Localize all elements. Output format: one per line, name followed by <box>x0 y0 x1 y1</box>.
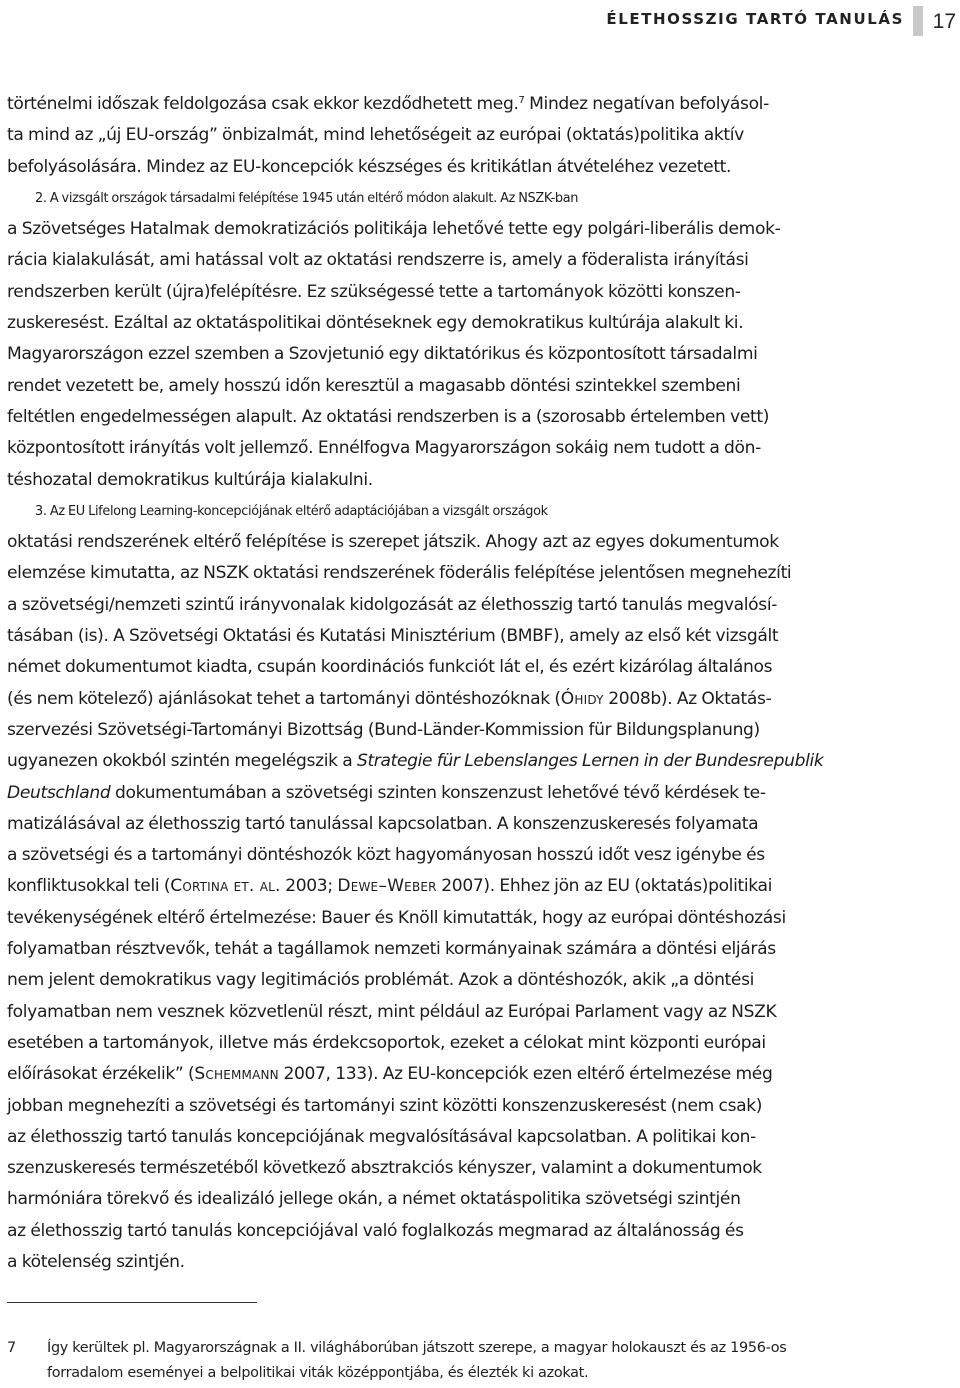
text-line: a Szövetséges Hatalmak demokratizációs politikája lehetővé tette egy polgári-liberális demok- <box>7 219 781 240</box>
document-title: Strategie für Lebenslanges Lernen in der Bundesrepublik <box>356 751 824 772</box>
text-line: ta mind az „új EU-ország” önbizalmát, mind lehetőségeit az európai (oktatás)politika aktív <box>7 125 744 146</box>
text-line: központosított irányítás volt jellemző. Ennélfogva Magyarországon sokáig nem tudott a dön- <box>7 438 761 459</box>
text-line: tevékenységének eltérő értelmezése: Bauer és Knöll kimutatták, hogy az európai döntéshozási <box>7 907 786 928</box>
text-line <box>7 871 923 902</box>
footnote-line: forradalom eseményei a belpolitikai viták középpontjába, és élezték ki azokat. <box>47 1365 589 1381</box>
text-segment: dokumentumában a szövetségi szinten konszenzust lehetővé tévő kérdések te- <box>110 782 766 803</box>
running-header <box>0 6 960 40</box>
page-number: 17 <box>932 10 956 33</box>
text-segment: ugyanezen okokból szintén megelégszik a <box>7 751 357 772</box>
footnote-line: Így kerültek pl. Magyarországnak a II. világháborúban játszott szerepe, a magyar holokauszt és az 1956-os <box>47 1340 787 1356</box>
text-line: harmóniára törekvő és idealizáló jellege okán, a német oktatáspolitika szövetségi szintjén <box>7 1189 741 1210</box>
text-line: rendszerben került (újra)felépítésre. Ez szükségessé tette a tartományok közötti konszen- <box>7 281 741 302</box>
text-line <box>7 684 923 715</box>
text-segment: (és nem kötelező) ajánlásokat tehet a tartományi döntéshozóknak ( <box>7 688 561 709</box>
text-line: tásában (is). A Szövetségi Oktatási és Kutatási Minisztérium (BMBF), amely az első két vizsgált <box>7 626 779 647</box>
text-line: jobban megnehezíti a szövetségi és tartományi szint közötti konszenzuskeresést (nem csak) <box>7 1095 763 1116</box>
footnote-text <box>47 1336 927 1386</box>
text-line: a kötelenség szintjén. <box>7 1251 185 1272</box>
header-divider <box>913 6 923 36</box>
text-segment: előírásokat érzékelik” ( <box>7 1064 195 1085</box>
text-line: téshozatal demokratikus kultúrája kialakulni. <box>7 469 373 490</box>
text-line: Magyarországon ezzel szemben a Szovjetunió egy diktatórikus és központosított társadalmi <box>7 344 758 365</box>
text-line: nem jelent demokratikus vagy legitimációs problémát. Azok a döntéshozók, akik „a döntési <box>7 970 755 991</box>
text-segment: 2003; <box>280 876 338 897</box>
text-line: az élethosszig tartó tanulás koncepciójával való foglalkozás megmarad az általánosság és <box>7 1220 744 1241</box>
text-line: szervezési Szövetségi-Tartományi Bizottság (Bund-Länder-Kommission für Bildungsplanung) <box>7 719 760 740</box>
citation-author: Dewe–Weber <box>337 876 437 897</box>
text-line: 2. A vizsgált országok társadalmi felépítése 1945 után eltérő módon alakult. Az NSZK-ban <box>35 190 579 206</box>
text-segment: konfliktusokkal teli ( <box>7 876 171 897</box>
text-line <box>7 1059 923 1090</box>
text-line <box>7 778 923 809</box>
text-line: zuskeresést. Ezáltal az oktatáspolitikai döntéseknek egy demokratikus kultúrája alakult ki. <box>7 313 744 334</box>
body-text <box>7 85 923 1278</box>
text-line: az élethosszig tartó tanulás koncepciójának megvalósításával kapcsolatban. A politikai kon- <box>7 1126 756 1147</box>
citation-author: Óhidy <box>560 688 604 709</box>
document-title: Deutschland <box>7 782 111 803</box>
text-segment: 2007). Ehhez jön az EU (oktatás)politikai <box>436 876 773 897</box>
text-segment: Mindez negatívan befolyásol- <box>524 94 769 114</box>
citation-author: Schemmann <box>194 1064 279 1085</box>
text-line <box>7 746 923 777</box>
text-segment: 2007, 133). Az EU-koncepciók ezen eltérő értelmezése még <box>278 1064 773 1085</box>
running-title: ÉLETHOSSZIG TARTÓ TANULÁS <box>606 10 904 28</box>
footnote-reference: 7 <box>518 95 525 106</box>
text-line: esetében a tartományok, illetve más érdekcsoportok, ezeket a célokat mint központi európai <box>7 1032 766 1053</box>
text-segment: történelmi időszak feldolgozása csak ekkor kezdődhetett meg. <box>7 94 519 114</box>
text-line: rendet vezetett be, amely hosszú időn keresztül a magasabb döntési szintekkel szembeni <box>7 375 741 396</box>
text-line: német dokumentumot kiadta, csupán koordinációs funkciót lát el, és ezért kizárólag általános <box>7 657 773 678</box>
footnote-number: 7 <box>7 1340 16 1356</box>
text-line: 3. Az EU Lifelong Learning-koncepciójának eltérő adaptációjában a vizsgált országok <box>35 503 548 519</box>
text-line: a szövetségi/nemzeti szintű irányvonalak kidolgozását az élethosszig tartó tanulás megvalósí- <box>7 594 778 615</box>
text-line: rácia kialakulását, ami hatással volt az oktatási rendszerre is, amely a föderalista irányítási <box>7 250 749 271</box>
text-line: szenzuskeresés természetéből következő absztrakciós kényszer, valamint a dokumentumok <box>7 1158 762 1179</box>
text-line: oktatási rendszerének eltérő felépítése is szerepet játszik. Ahogy azt az egyes dokumentumok <box>7 532 779 553</box>
citation-author: Cortina et. al. <box>170 876 281 897</box>
text-line: folyamatban résztvevők, tehát a tagállamok nemzeti kormányainak számára a döntési eljárás <box>7 939 776 960</box>
text-line: matizálásával az élethosszig tartó tanulással kapcsolatban. A konszenzuskeresés folyamata <box>7 813 759 834</box>
text-line: elemzése kimutatta, az NSZK oktatási rendszerének föderális felépítése jelentősen megnehezíti <box>7 563 792 584</box>
text-line: a szövetségi és a tartományi döntéshozók közt hagyományosan hosszú időt vesz igénybe és <box>7 845 765 866</box>
text-line: feltétlen engedelmességen alapult. Az oktatási rendszerben is a (szorosabb értelemben vett) <box>7 406 770 427</box>
text-line <box>7 85 923 120</box>
text-line: folyamatban nem vesznek közvetlenül részt, mint például az Európai Parlament vagy az NSZK <box>7 1001 777 1022</box>
footnote-divider <box>7 1302 257 1303</box>
text-segment: 2008b). Az Oktatás- <box>603 688 772 709</box>
text-line: befolyásolására. Mindez az EU-koncepciók készséges és kritikátlan átvételéhez vezetett. <box>7 156 732 177</box>
